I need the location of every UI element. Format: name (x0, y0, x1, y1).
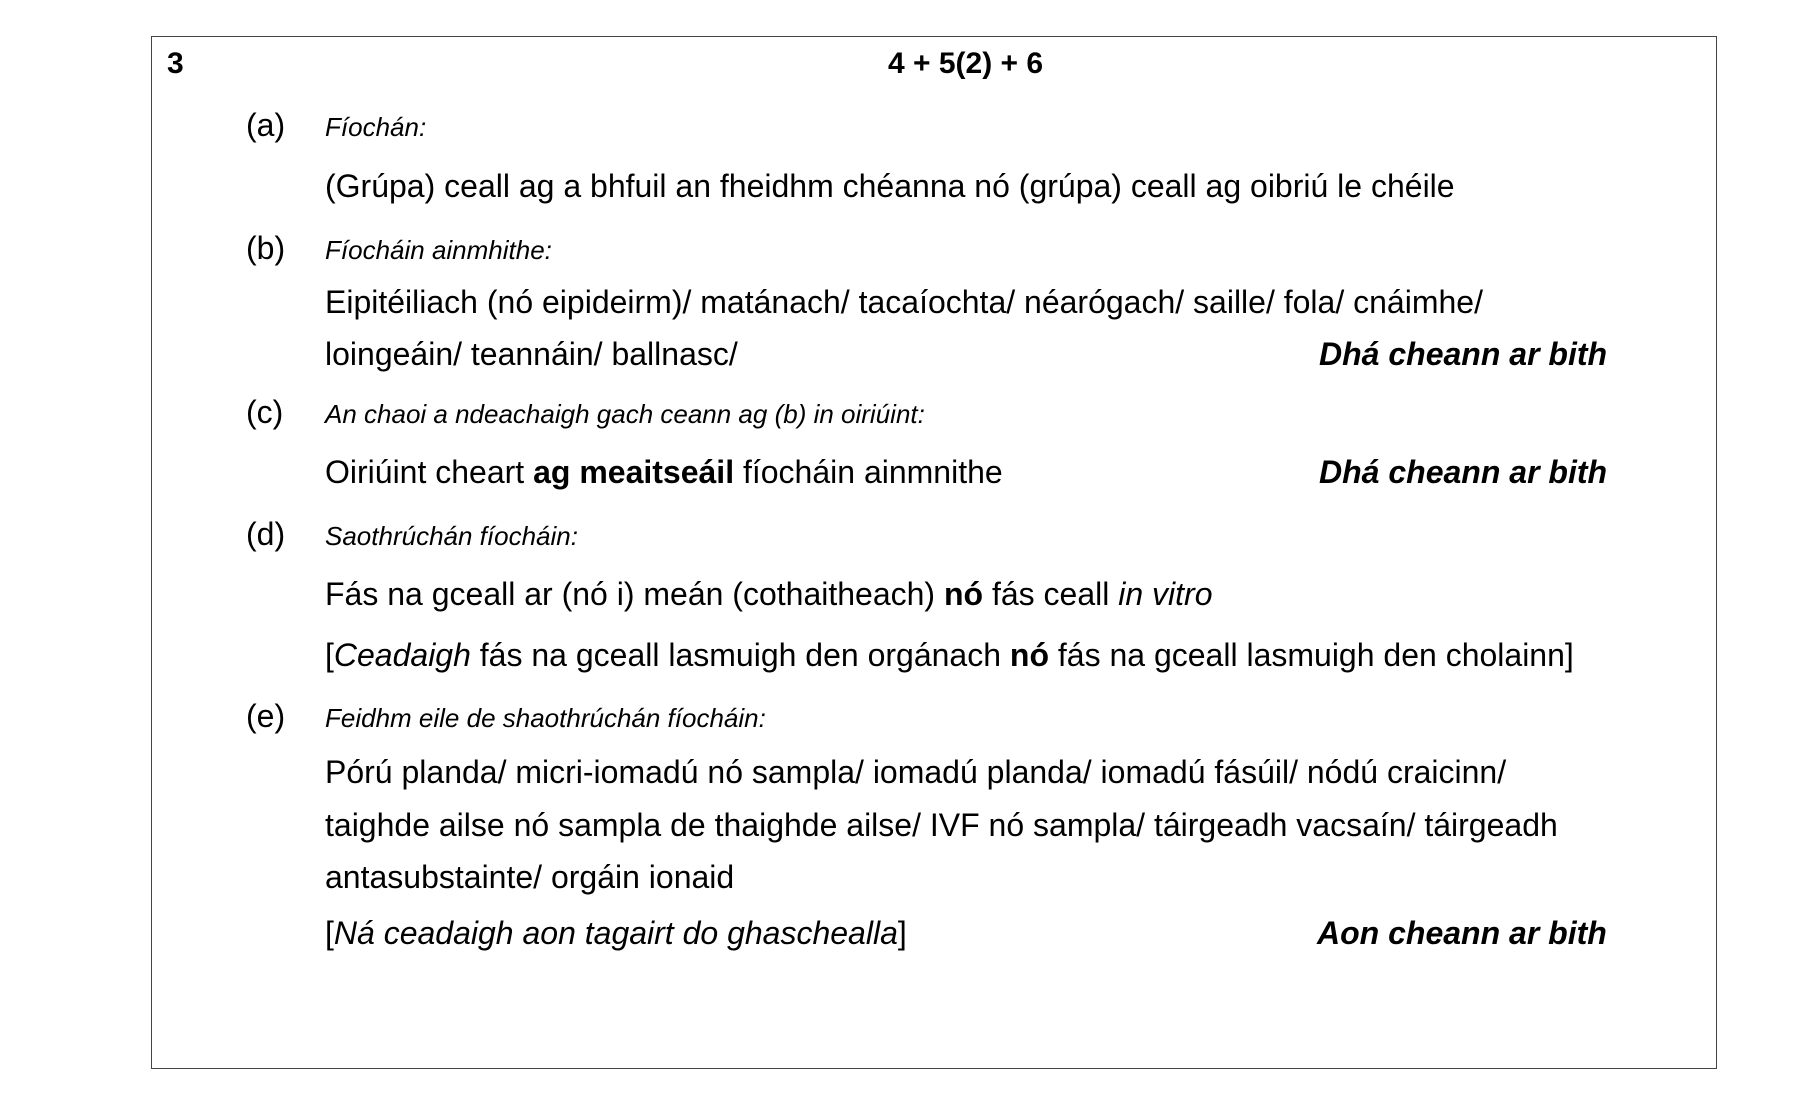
part-b-answer-line-1: Eipitéiliach (nó eipideirm)/ matánach/ tacaíochta/ néarógach/ saille/ fola/ cnáimhe/ (325, 284, 1483, 320)
part-a-letter: (a) (246, 107, 286, 143)
question-number: 3 (167, 47, 184, 80)
part-d-allowance-open: [ (325, 637, 334, 673)
marks-allocation: 4 + 5(2) + 6 (888, 47, 1044, 80)
part-d-answer-or: nó (943, 576, 984, 612)
part-a-answer: (Grúpa) ceall ag a bhfuil an fheidhm chéanna nó (grúpa) ceall ag oibriú le chéile (325, 168, 1455, 204)
part-c-prompt: An chaoi a ndeachaigh gach ceann ag (b) in oiriúint: (325, 399, 925, 429)
part-d-answer-start: Fás na gceall ar (nó i) meán (cothaitheach) (325, 576, 944, 612)
part-e-answer-line-3: antasubstainte/ orgáin ionaid (325, 859, 735, 895)
part-d-allowance-or: nó (1009, 637, 1049, 673)
part-e-prompt: Feidhm eile de shaothrúchán fíocháin: (325, 703, 766, 733)
part-c-answer-emphasis: ag meaitseáil (533, 454, 735, 490)
part-d-answer-in-vitro: in vitro (1118, 576, 1213, 612)
part-a-prompt: Fíochán: (325, 112, 427, 142)
part-d-prompt: Saothrúchán fíocháin: (325, 521, 578, 551)
part-c-answer (325, 454, 1003, 491)
part-c-note: Dhá cheann ar bith (1319, 454, 1608, 490)
part-b-answer-line-2: loingeáin/ teannáin/ ballnasc/ (325, 336, 738, 372)
part-d-letter: (d) (246, 516, 286, 552)
part-d-answer (325, 576, 1212, 613)
part-b-prompt: Fíocháin ainmhithe: (325, 235, 552, 265)
part-e-answer-line-1: Pórú planda/ micri-iomadú nó sampla/ iomadú planda/ iomadú fásúil/ nódú craicinn/ (325, 754, 1507, 790)
part-e-answer-line-2: taighde ailse nó sampla de thaighde ailse/ IVF nó sampla/ táirgeadh vacsaín/ táirgeadh (325, 807, 1558, 843)
part-c-answer-end: fíocháin ainmnithe (734, 454, 1003, 490)
part-d-allowance-end: fás na gceall lasmuigh den cholainn] (1049, 637, 1574, 673)
part-e-note: Aon cheann ar bith (1317, 915, 1607, 951)
part-d-allowance (325, 637, 1574, 674)
part-e-exclusion (325, 915, 907, 952)
part-c-answer-start: Oiriúint cheart (325, 454, 534, 490)
part-e-exclusion-open: [ (325, 915, 334, 951)
part-e-letter: (e) (246, 698, 286, 734)
part-e-exclusion-close: ] (897, 915, 907, 951)
part-d-allowance-middle: fás na gceall lasmuigh den orgánach (470, 637, 1010, 673)
part-b-note: Dhá cheann ar bith (1319, 336, 1608, 372)
part-b-letter: (b) (246, 230, 286, 266)
part-c-letter: (c) (246, 394, 284, 430)
part-d-allowance-allow: Ceadaigh (333, 637, 471, 673)
part-d-answer-middle: fás ceall (983, 576, 1119, 612)
part-e-exclusion-text: Ná ceadaigh aon tagairt do ghaschealla (333, 915, 898, 951)
